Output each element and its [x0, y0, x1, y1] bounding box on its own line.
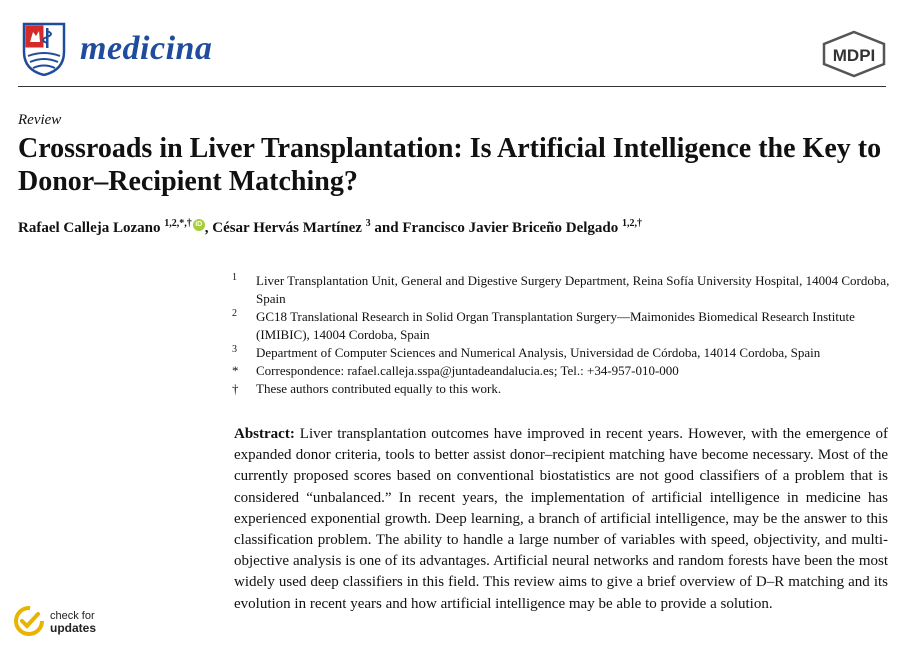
correspondence-text[interactable]: Correspondence: rafael.calleja.sspa@juntadeandalucia.es; Tel.: +34-957-010-000 [256, 363, 679, 378]
affiliation-text: Liver Transplantation Unit, General and Digestive Surgery Department, Reina Sofía University Hospital, 14004 Cordoba, Spain [256, 273, 890, 306]
abstract-label: Abstract: [234, 426, 295, 442]
header-divider [18, 86, 886, 87]
affiliation-item [232, 272, 892, 308]
author-separator: and [370, 220, 403, 236]
journal-name: medicina [80, 30, 213, 67]
affiliation-mark: 3 [232, 344, 237, 355]
affiliation-mark: * [232, 363, 239, 378]
publisher-name: MDPI [832, 46, 876, 65]
author-affiliation-marks: 1,2,† [622, 218, 643, 229]
author-name[interactable]: Rafael Calleja Lozano [18, 220, 161, 236]
affiliation-item [232, 344, 892, 362]
affiliation-item [232, 380, 892, 398]
article-title: Crossroads in Liver Transplantation: Is Artificial Intelligence the Key to Donor–Recipient Matching? [18, 133, 882, 197]
orcid-icon[interactable]: iD [193, 219, 205, 231]
author-name[interactable]: Francisco Javier Briceño Delgado [402, 220, 619, 236]
affiliation-text: These authors contributed equally to this work. [256, 381, 502, 396]
affiliation-mark: 2 [232, 308, 237, 319]
affiliation-mark: † [232, 381, 239, 396]
author-separator: , [204, 220, 213, 236]
author-affiliation-marks: 1,2,*,† [164, 218, 192, 229]
affiliation-mark: 1 [232, 272, 237, 283]
medicina-shield-logo [22, 22, 66, 76]
author-name[interactable]: César Hervás Martínez [212, 220, 362, 236]
abstract [234, 424, 888, 615]
affiliations [232, 272, 892, 398]
affiliation-item [232, 362, 892, 380]
check-for-updates-button[interactable] [50, 610, 96, 634]
check-updates-line1: check for [50, 610, 95, 622]
check-updates-line2: updates [50, 621, 97, 635]
article-type: Review [18, 112, 62, 128]
author-affiliation-marks: 3 [365, 218, 371, 229]
affiliation-text: Department of Computer Sciences and Numerical Analysis, Universidad de Córdoba, 14014 Cordoba, Spain [256, 345, 821, 360]
mdpi-logo [820, 30, 888, 78]
author-list [18, 218, 642, 237]
check-for-updates-icon[interactable] [14, 606, 44, 636]
abstract-text: Liver transplantation outcomes have improved in recent years. However, with the emergence of expanded donor criteria, tools to better assist donor–recipient matching have become necessary. Most of the currently proposed scores based on conventional biostatistics are not good classifiers of a problem that is considered “unbalanced.” In recent years, the implementation of artificial intelligence in medicine has experienced exponential growth. Deep learning, a branch of artificial intelligence, may be the answer to this classification problem. The ability to handle a large number of variables with speed, objectivity, and multi-objective analysis is one of its advantages. Artificial neural networks and random forests have been the most widely used deep classifiers in this field. This review aims to give a brief overview of D–R matching and its evolution in recent years and how artificial intelligence may be able to provide a solution. [234, 426, 889, 612]
affiliation-item [232, 308, 892, 344]
affiliation-text: GC18 Translational Research in Solid Organ Transplantation Surgery—Maimonides Biomedical Research Institute (IMIBIC), 14004 Cordoba, Spain [256, 309, 855, 342]
